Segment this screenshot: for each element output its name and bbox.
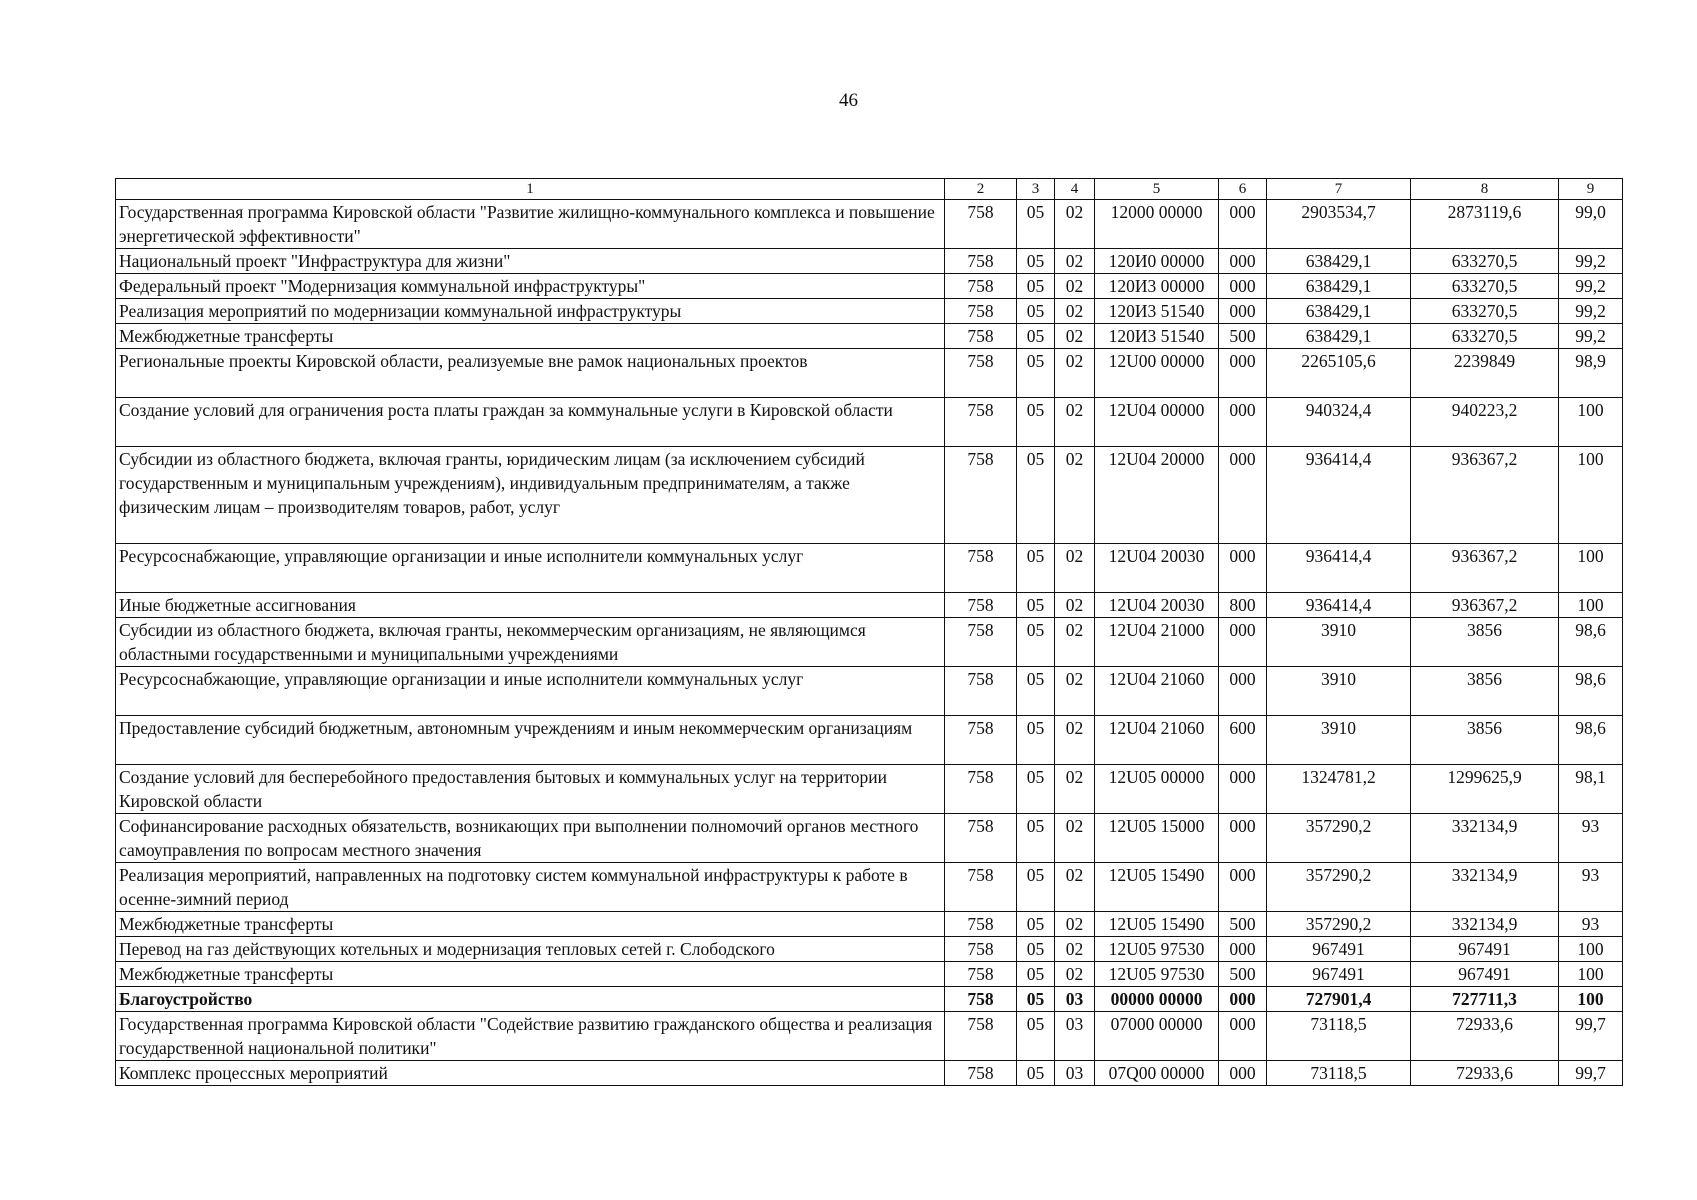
cell-subsection: 02 xyxy=(1055,618,1095,667)
cell-subsection: 02 xyxy=(1055,447,1095,544)
cell-plan: 3910 xyxy=(1267,716,1411,765)
cell-expense-type: 500 xyxy=(1219,912,1267,937)
cell-percent: 100 xyxy=(1559,593,1623,618)
cell-expense-type: 000 xyxy=(1219,1061,1267,1086)
cell-ministry: 758 xyxy=(945,863,1017,912)
cell-target-article: 12000 00000 xyxy=(1095,200,1219,249)
cell-ministry: 758 xyxy=(945,544,1017,593)
cell-subsection: 02 xyxy=(1055,398,1095,447)
cell-expense-type: 000 xyxy=(1219,863,1267,912)
table-row xyxy=(116,398,1623,447)
cell-section: 05 xyxy=(1017,814,1055,863)
row-name: Ресурсоснабжающие, управляющие организации и иные исполнители коммунальных услуг xyxy=(116,544,945,593)
cell-ministry: 758 xyxy=(945,593,1017,618)
cell-ministry: 758 xyxy=(945,716,1017,765)
table-row xyxy=(116,1061,1623,1086)
cell-percent: 98,6 xyxy=(1559,716,1623,765)
cell-section: 05 xyxy=(1017,274,1055,299)
cell-section: 05 xyxy=(1017,1061,1055,1086)
cell-section: 05 xyxy=(1017,618,1055,667)
cell-subsection: 02 xyxy=(1055,937,1095,962)
cell-expense-type: 000 xyxy=(1219,987,1267,1012)
cell-percent: 99,2 xyxy=(1559,299,1623,324)
cell-plan: 638429,1 xyxy=(1267,274,1411,299)
table-row xyxy=(116,1012,1623,1061)
table-row xyxy=(116,618,1623,667)
cell-percent: 99,0 xyxy=(1559,200,1623,249)
cell-target-article: 12U04 20030 xyxy=(1095,593,1219,618)
budget-table xyxy=(115,178,1623,1086)
cell-subsection: 02 xyxy=(1055,544,1095,593)
table-row xyxy=(116,349,1623,398)
cell-section: 05 xyxy=(1017,987,1055,1012)
cell-plan: 357290,2 xyxy=(1267,863,1411,912)
row-name: Национальный проект "Инфраструктура для жизни" xyxy=(116,249,945,274)
table-row xyxy=(116,274,1623,299)
cell-section: 05 xyxy=(1017,1012,1055,1061)
col-header: 5 xyxy=(1095,179,1219,200)
cell-expense-type: 000 xyxy=(1219,274,1267,299)
table-row xyxy=(116,200,1623,249)
cell-actual: 633270,5 xyxy=(1411,274,1559,299)
row-name: Создание условий для бесперебойного предоставления бытовых и коммунальных услуг на территории Кировской области xyxy=(116,765,945,814)
cell-plan: 357290,2 xyxy=(1267,912,1411,937)
cell-target-article: 12U05 15000 xyxy=(1095,814,1219,863)
table-row xyxy=(116,912,1623,937)
cell-section: 05 xyxy=(1017,349,1055,398)
row-name: Иные бюджетные ассигнования xyxy=(116,593,945,618)
cell-plan: 936414,4 xyxy=(1267,447,1411,544)
table-row xyxy=(116,544,1623,593)
cell-subsection: 02 xyxy=(1055,593,1095,618)
col-header: 3 xyxy=(1017,179,1055,200)
cell-actual: 967491 xyxy=(1411,962,1559,987)
cell-actual: 3856 xyxy=(1411,716,1559,765)
row-name: Перевод на газ действующих котельных и модернизация тепловых сетей г. Слободского xyxy=(116,937,945,962)
col-header: 8 xyxy=(1411,179,1559,200)
cell-ministry: 758 xyxy=(945,962,1017,987)
cell-ministry: 758 xyxy=(945,814,1017,863)
cell-expense-type: 000 xyxy=(1219,544,1267,593)
cell-target-article: 12U05 00000 xyxy=(1095,765,1219,814)
cell-ministry: 758 xyxy=(945,987,1017,1012)
cell-percent: 93 xyxy=(1559,863,1623,912)
cell-ministry: 758 xyxy=(945,1012,1017,1061)
row-name: Региональные проекты Кировской области, реализуемые вне рамок национальных проектов xyxy=(116,349,945,398)
cell-target-article: 12U05 97530 xyxy=(1095,962,1219,987)
cell-plan: 638429,1 xyxy=(1267,324,1411,349)
cell-ministry: 758 xyxy=(945,937,1017,962)
cell-section: 05 xyxy=(1017,667,1055,716)
cell-section: 05 xyxy=(1017,324,1055,349)
cell-expense-type: 000 xyxy=(1219,249,1267,274)
cell-actual: 3856 xyxy=(1411,667,1559,716)
cell-expense-type: 000 xyxy=(1219,398,1267,447)
cell-plan: 967491 xyxy=(1267,962,1411,987)
cell-percent: 100 xyxy=(1559,447,1623,544)
cell-section: 05 xyxy=(1017,593,1055,618)
row-name: Ресурсоснабжающие, управляющие организации и иные исполнители коммунальных услуг xyxy=(116,667,945,716)
cell-subsection: 03 xyxy=(1055,1012,1095,1061)
cell-plan: 73118,5 xyxy=(1267,1061,1411,1086)
cell-percent: 93 xyxy=(1559,912,1623,937)
cell-actual: 1299625,9 xyxy=(1411,765,1559,814)
cell-actual: 940223,2 xyxy=(1411,398,1559,447)
cell-ministry: 758 xyxy=(945,1061,1017,1086)
cell-plan: 940324,4 xyxy=(1267,398,1411,447)
cell-expense-type: 000 xyxy=(1219,299,1267,324)
cell-actual: 633270,5 xyxy=(1411,299,1559,324)
cell-section: 05 xyxy=(1017,200,1055,249)
cell-section: 05 xyxy=(1017,299,1055,324)
cell-percent: 99,7 xyxy=(1559,1061,1623,1086)
cell-target-article: 07Q00 00000 xyxy=(1095,1061,1219,1086)
cell-target-article: 12U04 21060 xyxy=(1095,667,1219,716)
row-name: Реализация мероприятий по модернизации коммунальной инфраструктуры xyxy=(116,299,945,324)
table-row xyxy=(116,299,1623,324)
table-row xyxy=(116,962,1623,987)
cell-section: 05 xyxy=(1017,249,1055,274)
row-name: Федеральный проект "Модернизация коммунальной инфраструктуры" xyxy=(116,274,945,299)
row-name: Межбюджетные трансферты xyxy=(116,324,945,349)
row-name: Создание условий для ограничения роста платы граждан за коммунальные услуги в Кировской области xyxy=(116,398,945,447)
cell-plan: 357290,2 xyxy=(1267,814,1411,863)
cell-target-article: 120И3 51540 xyxy=(1095,324,1219,349)
cell-plan: 2265105,6 xyxy=(1267,349,1411,398)
cell-ministry: 758 xyxy=(945,349,1017,398)
cell-section: 05 xyxy=(1017,962,1055,987)
cell-target-article: 12U04 00000 xyxy=(1095,398,1219,447)
cell-ministry: 758 xyxy=(945,324,1017,349)
cell-expense-type: 000 xyxy=(1219,447,1267,544)
cell-actual: 72933,6 xyxy=(1411,1012,1559,1061)
cell-ministry: 758 xyxy=(945,765,1017,814)
cell-percent: 100 xyxy=(1559,962,1623,987)
table-row xyxy=(116,667,1623,716)
cell-percent: 99,7 xyxy=(1559,1012,1623,1061)
cell-actual: 633270,5 xyxy=(1411,249,1559,274)
col-header: 1 xyxy=(116,179,945,200)
cell-target-article: 00000 00000 xyxy=(1095,987,1219,1012)
cell-actual: 72933,6 xyxy=(1411,1061,1559,1086)
cell-plan: 73118,5 xyxy=(1267,1012,1411,1061)
row-name: Субсидии из областного бюджета, включая гранты, юридическим лицам (за исключением субсидий государственным и муниципальным учреждениям), индивидуальным предпринимателям, а также физическим лицам – производителям товаров, работ, услуг xyxy=(116,447,945,544)
cell-section: 05 xyxy=(1017,937,1055,962)
cell-percent: 100 xyxy=(1559,937,1623,962)
cell-plan: 2903534,7 xyxy=(1267,200,1411,249)
cell-subsection: 02 xyxy=(1055,299,1095,324)
cell-expense-type: 000 xyxy=(1219,1012,1267,1061)
cell-actual: 936367,2 xyxy=(1411,593,1559,618)
cell-ministry: 758 xyxy=(945,200,1017,249)
cell-actual: 332134,9 xyxy=(1411,863,1559,912)
cell-expense-type: 500 xyxy=(1219,962,1267,987)
cell-ministry: 758 xyxy=(945,274,1017,299)
cell-expense-type: 000 xyxy=(1219,349,1267,398)
cell-subsection: 02 xyxy=(1055,814,1095,863)
cell-subsection: 02 xyxy=(1055,667,1095,716)
cell-subsection: 02 xyxy=(1055,200,1095,249)
cell-ministry: 758 xyxy=(945,912,1017,937)
table-row xyxy=(116,814,1623,863)
cell-ministry: 758 xyxy=(945,447,1017,544)
cell-target-article: 120И3 51540 xyxy=(1095,299,1219,324)
table-row xyxy=(116,987,1623,1012)
cell-plan: 3910 xyxy=(1267,667,1411,716)
cell-ministry: 758 xyxy=(945,249,1017,274)
cell-expense-type: 600 xyxy=(1219,716,1267,765)
cell-plan: 3910 xyxy=(1267,618,1411,667)
cell-ministry: 758 xyxy=(945,667,1017,716)
cell-plan: 638429,1 xyxy=(1267,299,1411,324)
row-name: Государственная программа Кировской области "Развитие жилищно-коммунального комплекса и повышение энергетической эффективности" xyxy=(116,200,945,249)
cell-plan: 936414,4 xyxy=(1267,544,1411,593)
cell-plan: 1324781,2 xyxy=(1267,765,1411,814)
cell-target-article: 120И0 00000 xyxy=(1095,249,1219,274)
cell-percent: 99,2 xyxy=(1559,324,1623,349)
table-row xyxy=(116,593,1623,618)
cell-section: 05 xyxy=(1017,398,1055,447)
col-header: 9 xyxy=(1559,179,1623,200)
cell-actual: 633270,5 xyxy=(1411,324,1559,349)
cell-expense-type: 000 xyxy=(1219,937,1267,962)
table-row xyxy=(116,716,1623,765)
cell-percent: 98,6 xyxy=(1559,618,1623,667)
row-name: Субсидии из областного бюджета, включая гранты, некоммерческим организациям, не являющимся областными государственными и муниципальными учреждениями xyxy=(116,618,945,667)
cell-subsection: 03 xyxy=(1055,987,1095,1012)
cell-plan: 967491 xyxy=(1267,937,1411,962)
cell-target-article: 12U04 21000 xyxy=(1095,618,1219,667)
cell-subsection: 02 xyxy=(1055,765,1095,814)
cell-section: 05 xyxy=(1017,544,1055,593)
cell-actual: 936367,2 xyxy=(1411,447,1559,544)
cell-actual: 727711,3 xyxy=(1411,987,1559,1012)
cell-percent: 98,9 xyxy=(1559,349,1623,398)
col-header: 2 xyxy=(945,179,1017,200)
col-header: 7 xyxy=(1267,179,1411,200)
cell-expense-type: 000 xyxy=(1219,618,1267,667)
cell-subsection: 02 xyxy=(1055,349,1095,398)
cell-actual: 936367,2 xyxy=(1411,544,1559,593)
cell-target-article: 12U04 20030 xyxy=(1095,544,1219,593)
cell-percent: 99,2 xyxy=(1559,274,1623,299)
cell-plan: 727901,4 xyxy=(1267,987,1411,1012)
header-row xyxy=(116,179,1623,200)
cell-section: 05 xyxy=(1017,863,1055,912)
table-row xyxy=(116,937,1623,962)
cell-ministry: 758 xyxy=(945,618,1017,667)
cell-expense-type: 800 xyxy=(1219,593,1267,618)
cell-subsection: 02 xyxy=(1055,324,1095,349)
cell-actual: 2239849 xyxy=(1411,349,1559,398)
cell-percent: 100 xyxy=(1559,544,1623,593)
row-name: Предоставление субсидий бюджетным, автономным учреждениям и иным некоммерческим организациям xyxy=(116,716,945,765)
cell-ministry: 758 xyxy=(945,398,1017,447)
cell-percent: 98,1 xyxy=(1559,765,1623,814)
cell-expense-type: 000 xyxy=(1219,765,1267,814)
table-row xyxy=(116,765,1623,814)
cell-subsection: 02 xyxy=(1055,863,1095,912)
cell-section: 05 xyxy=(1017,716,1055,765)
cell-expense-type: 000 xyxy=(1219,814,1267,863)
table-row xyxy=(116,447,1623,544)
cell-section: 05 xyxy=(1017,765,1055,814)
row-name: Реализация мероприятий, направленных на подготовку систем коммунальной инфраструктуры к работе в осенне-зимний период xyxy=(116,863,945,912)
col-header: 6 xyxy=(1219,179,1267,200)
cell-subsection: 03 xyxy=(1055,1061,1095,1086)
table-row xyxy=(116,249,1623,274)
cell-expense-type: 000 xyxy=(1219,667,1267,716)
cell-section: 05 xyxy=(1017,447,1055,544)
table-row xyxy=(116,324,1623,349)
cell-expense-type: 500 xyxy=(1219,324,1267,349)
row-name: Благоустройство xyxy=(116,987,945,1012)
cell-actual: 332134,9 xyxy=(1411,814,1559,863)
cell-subsection: 02 xyxy=(1055,274,1095,299)
cell-actual: 967491 xyxy=(1411,937,1559,962)
cell-target-article: 12U05 97530 xyxy=(1095,937,1219,962)
cell-percent: 99,2 xyxy=(1559,249,1623,274)
cell-target-article: 12U05 15490 xyxy=(1095,912,1219,937)
cell-target-article: 07000 00000 xyxy=(1095,1012,1219,1061)
cell-actual: 3856 xyxy=(1411,618,1559,667)
cell-section: 05 xyxy=(1017,912,1055,937)
row-name: Межбюджетные трансферты xyxy=(116,962,945,987)
cell-subsection: 02 xyxy=(1055,962,1095,987)
cell-ministry: 758 xyxy=(945,299,1017,324)
row-name: Софинансирование расходных обязательств, возникающих при выполнении полномочий органов местного самоуправления по вопросам местного значения xyxy=(116,814,945,863)
cell-target-article: 12U00 00000 xyxy=(1095,349,1219,398)
cell-subsection: 02 xyxy=(1055,716,1095,765)
row-name: Комплекс процессных мероприятий xyxy=(116,1061,945,1086)
row-name: Межбюджетные трансферты xyxy=(116,912,945,937)
page-number: 46 xyxy=(839,90,858,111)
col-header: 4 xyxy=(1055,179,1095,200)
cell-subsection: 02 xyxy=(1055,912,1095,937)
cell-expense-type: 000 xyxy=(1219,200,1267,249)
cell-subsection: 02 xyxy=(1055,249,1095,274)
table-row xyxy=(116,863,1623,912)
cell-percent: 100 xyxy=(1559,398,1623,447)
cell-percent: 98,6 xyxy=(1559,667,1623,716)
row-name: Государственная программа Кировской области "Содействие развитию гражданского общества и реализация государственной национальной политики" xyxy=(116,1012,945,1061)
cell-plan: 638429,1 xyxy=(1267,249,1411,274)
cell-plan: 936414,4 xyxy=(1267,593,1411,618)
cell-target-article: 120И3 00000 xyxy=(1095,274,1219,299)
cell-actual: 332134,9 xyxy=(1411,912,1559,937)
cell-target-article: 12U04 20000 xyxy=(1095,447,1219,544)
cell-percent: 93 xyxy=(1559,814,1623,863)
cell-percent: 100 xyxy=(1559,987,1623,1012)
cell-actual: 2873119,6 xyxy=(1411,200,1559,249)
cell-target-article: 12U05 15490 xyxy=(1095,863,1219,912)
cell-target-article: 12U04 21060 xyxy=(1095,716,1219,765)
